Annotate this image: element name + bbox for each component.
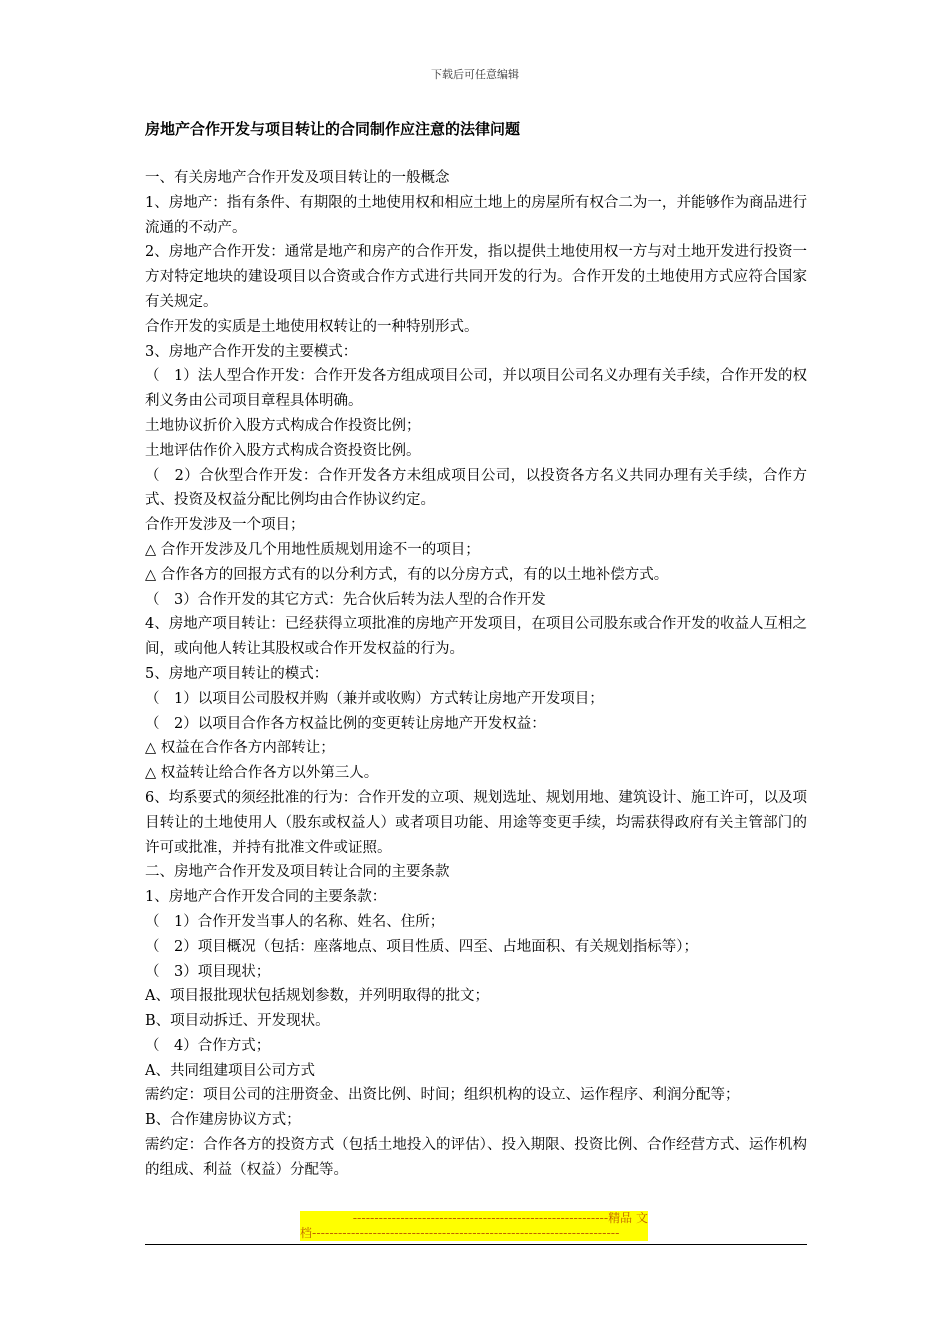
document-line: 需约定：合作各方的投资方式（包括土地投入的评估）、投入期限、投资比例、合作经营方式、运作机构的组成、利益（权益）分配等。 (145, 1137, 807, 1178)
document-body (145, 118, 807, 1183)
footer-banner-line-1 (300, 1211, 648, 1226)
document-line: （ 1）法人型合作开发：合作开发各方组成项目公司，并以项目公司名义办理有关手续，合作开发的权利义务由公司项目章程具体明确。 (145, 368, 807, 410)
document-line: （ 1）以项目公司股权并购（兼并或收购）方式转让房地产开发项目； (145, 690, 604, 707)
footer-banner-text-2: 档----------------------------------------------------------------------- (300, 1226, 620, 1240)
document-line: （ 2）项目概况（包括：座落地点、项目性质、四至、占地面积、有关规划指标等）； (145, 938, 698, 955)
document-line: B、项目动拆迁、开发现状。 (145, 1013, 330, 1030)
document-lines (145, 166, 807, 1183)
document-line: 需约定：项目公司的注册资金、出资比例、时间；组织机构的设立、运作程序、利润分配等； (145, 1087, 740, 1104)
document-line: 3、房地产合作开发的主要模式： (145, 343, 358, 360)
footer-banner-text-1: -----------------------------------------------------------精品 文 (352, 1211, 648, 1225)
footer-banner (300, 1211, 648, 1241)
document-line: △ 合作各方的回报方式有的以分利方式，有的以分房方式，有的以土地补偿方式。 (145, 566, 669, 583)
document-line: 土地评估作价入股方式构成合资投资比例。 (145, 442, 421, 459)
document-line: 二、房地产合作开发及项目转让合同的主要条款 (145, 864, 450, 881)
document-line: 5、房地产项目转让的模式： (145, 665, 329, 682)
document-line: A、共同组建项目公司方式 (145, 1062, 315, 1079)
document-line: （ 4）合作方式； (145, 1037, 271, 1054)
document-line: （ 2）合伙型合作开发：合作开发各方未组成项目公司，以投资各方名义共同办理有关手续，合作方式、投资及权益分配比例均由合作协议约定。 (145, 467, 807, 509)
document-line: B、合作建房协议方式； (145, 1112, 301, 1129)
document-line: 合作开发涉及一个项目； (145, 517, 305, 534)
document-line: A、项目报批现状包括规划参数，并列明取得的批文； (145, 988, 489, 1005)
document-line: 1、房地产合作开发合同的主要条款： (145, 889, 387, 906)
footer-banner-line-2 (300, 1226, 648, 1241)
document-line: 6、均系要式的须经批准的行为：合作开发的立项、规划选址、规划用地、建筑设计、施工许可，以及项目转让的土地使用人（股东或权益人）或者项目功能、用途等变更手续，均需获得政府有关主管部门的许可或批准，并持有批准文件或证照。 (145, 789, 807, 856)
document-line: △ 合作开发涉及几个用地性质规划用途不一的项目； (145, 541, 480, 558)
document-line: △ 权益在合作各方内部转让； (145, 740, 335, 757)
page-header: 下载后可任意编辑 (431, 68, 519, 81)
document-line: （ 2）以项目合作各方权益比例的变更转让房地产开发权益： (145, 715, 546, 732)
document-line: （ 1）合作开发当事人的名称、姓名、住所； (145, 913, 445, 930)
footer-divider (145, 1244, 807, 1245)
document-line: △ 权益转让给合作各方以外第三人。 (145, 765, 379, 782)
document-title: 房地产合作开发与项目转让的合同制作应注意的法律问题 (145, 120, 521, 138)
document-line: 一、有关房地产合作开发及项目转让的一般概念 (145, 170, 450, 186)
document-line: （ 3）合作开发的其它方式：先合伙后转为法人型的合作开发 (145, 591, 546, 608)
document-line: 合作开发的实质是土地使用权转让的一种特别形式。 (145, 318, 479, 335)
document-line: 4、房地产项目转让：已经获得立项批准的房地产开发项目，在项目公司股东或合作开发的收益人互相之间，或向他人转让其股权或合作开发权益的行为。 (145, 616, 807, 658)
document-line: 土地协议折价入股方式构成合作投资比例； (145, 417, 421, 434)
document-line: （ 3）项目现状； (145, 963, 271, 980)
document-line: 1、房地产：指有条件、有期限的土地使用权和相应土地上的房屋所有权合二为一，并能够作为商品进行流通的不动产。 (145, 194, 807, 236)
document-line: 2、房地产合作开发：通常是地产和房产的合作开发，指以提供土地使用权一方与对土地开发进行投资一方对特定地块的建设项目以合资或合作方式进行共同开发的行为。合作开发的土地使用方式应符合国家有关规定。 (145, 244, 807, 310)
